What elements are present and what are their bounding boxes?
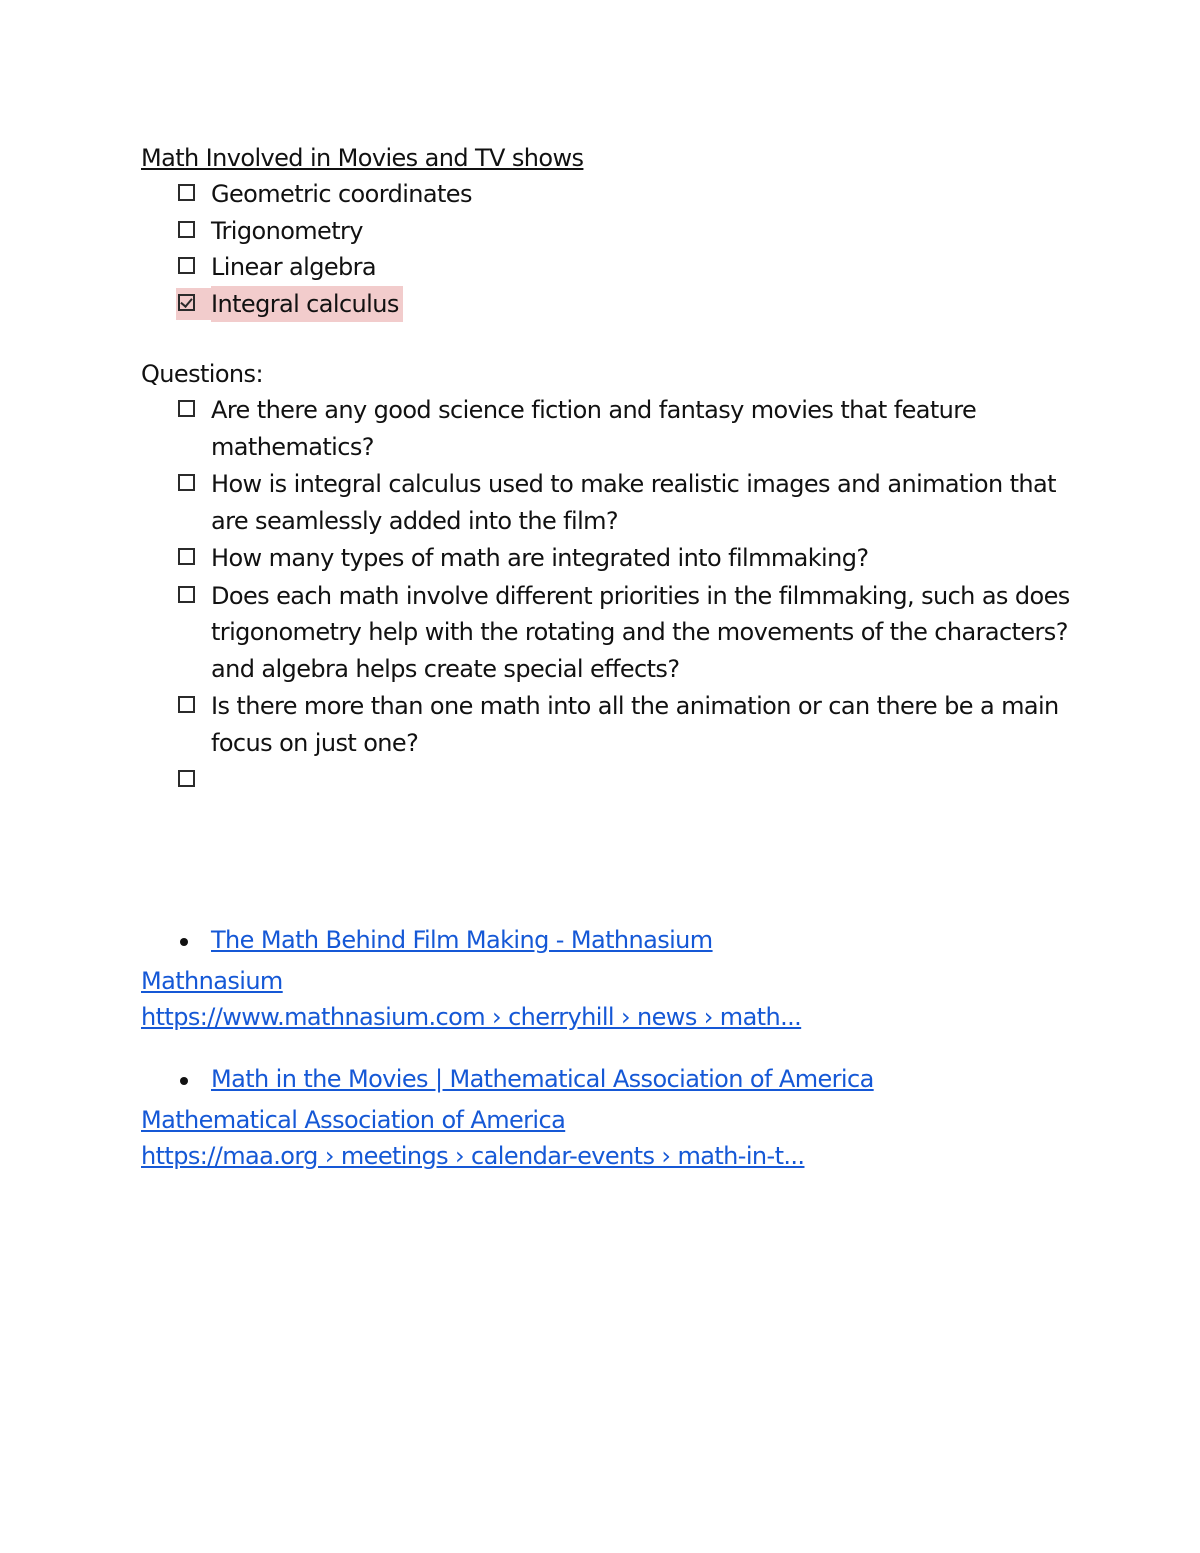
checkbox[interactable] <box>178 184 195 201</box>
question-item-empty <box>141 762 1081 799</box>
bullet-icon <box>180 1077 188 1085</box>
question-text: Does each math involve different priorities in the filmmaking, such as does trigonometry help with the rotating and the movements of the characters? and algebra helps create special effects? <box>211 581 1070 683</box>
question-text: Is there more than one math into all the animation or can there be a main focus on just one? <box>211 692 1059 757</box>
question-text: How is integral calculus used to make realistic images and animation that are seamlessly added into the film? <box>211 470 1056 535</box>
question-item <box>141 392 1081 465</box>
checklist-item-label: Trigonometry <box>211 216 363 245</box>
checklist-item-label: Geometric coordinates <box>211 180 472 208</box>
question-item <box>141 540 1081 577</box>
result-title-link[interactable]: Math in the Movies | Mathematical Association of America <box>211 1064 874 1093</box>
result-url-link[interactable]: https://maa.org › meetings › calendar-events › math-in-t... <box>141 1141 805 1170</box>
checklist-item-label: Integral calculus <box>211 286 403 323</box>
checklist-item <box>141 249 1081 286</box>
bullet-item <box>141 1061 1081 1097</box>
checkbox[interactable] <box>178 696 195 713</box>
result-url <box>141 999 1081 1035</box>
bullet-item <box>141 922 1081 958</box>
topic-checklist <box>141 176 1081 322</box>
checkbox[interactable] <box>178 400 195 417</box>
checkbox[interactable] <box>178 257 195 274</box>
document-body <box>141 140 1081 1200</box>
checkbox[interactable] <box>178 474 195 491</box>
result-title-link[interactable]: The Math Behind Film Making - Mathnasium <box>211 925 713 954</box>
result-site <box>141 1102 1081 1138</box>
question-item <box>141 688 1081 761</box>
search-result <box>141 1061 1081 1174</box>
checklist-item <box>141 176 1081 213</box>
question-text: How many types of math are integrated into filmmaking? <box>211 544 869 572</box>
result-site <box>141 963 1081 999</box>
checkbox[interactable] <box>178 770 195 787</box>
checkbox[interactable] <box>178 221 195 238</box>
checked-checkbox[interactable] <box>178 294 195 311</box>
result-url-link[interactable]: https://www.mathnasium.com › cherryhill › news › math... <box>141 1002 802 1031</box>
spacer <box>141 322 1081 356</box>
checklist-item-checked <box>141 286 1081 323</box>
checkbox[interactable] <box>178 586 195 603</box>
result-site-link[interactable]: Mathnasium <box>141 966 283 995</box>
checklist-item <box>141 213 1081 250</box>
question-text <box>211 766 218 794</box>
search-result <box>141 922 1081 1035</box>
questions-label: Questions: <box>141 360 263 388</box>
question-item <box>141 578 1081 688</box>
result-url <box>141 1138 1081 1174</box>
page-title: Math Involved in Movies and TV shows <box>141 144 584 172</box>
question-item <box>141 466 1081 539</box>
checkbox[interactable] <box>178 548 195 565</box>
bullet-icon <box>180 938 188 946</box>
result-site-link[interactable]: Mathematical Association of America <box>141 1105 566 1134</box>
questions-checklist <box>141 392 1081 799</box>
spacer <box>141 800 1081 922</box>
question-text: Are there any good science fiction and fantasy movies that feature mathematics? <box>211 396 977 461</box>
checklist-item-label: Linear algebra <box>211 253 377 281</box>
